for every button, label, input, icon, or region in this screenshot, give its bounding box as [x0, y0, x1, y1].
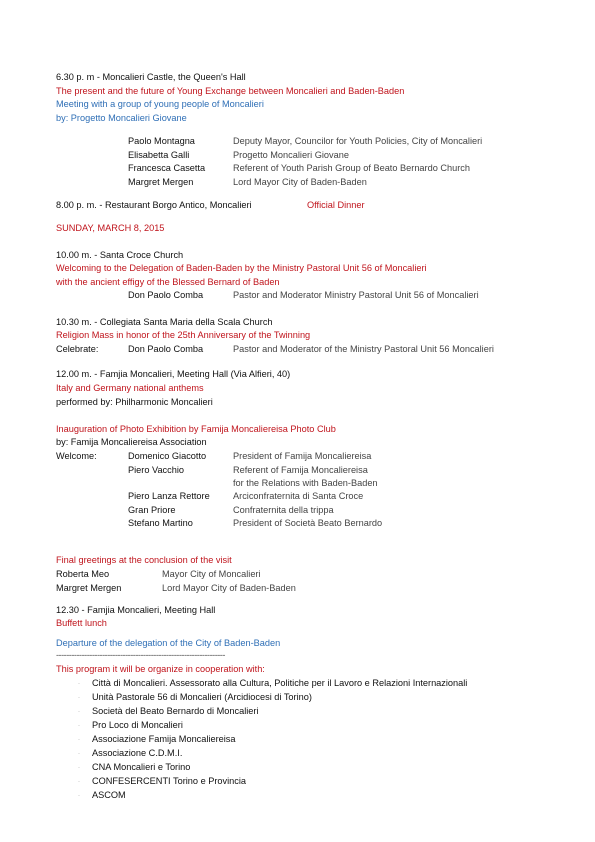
participant-role: Confraternita della trippa [233, 505, 334, 515]
participant-name: Margret Mergen [56, 583, 122, 593]
partner-item: ASCOM [92, 790, 126, 800]
event-title: Buffett lunch [56, 618, 107, 628]
participant-role: Pastor and Moderator Ministry Pastoral Unit 56 of Moncalieri [233, 290, 479, 300]
bullet-icon: · [78, 709, 80, 715]
partner-item: Società del Beato Bernardo di Moncalieri [92, 706, 259, 716]
partner-item: Unità Pastorale 56 di Moncalieri (Arcidiocesi di Torino) [92, 692, 312, 702]
participant-name: Roberta Meo [56, 569, 110, 579]
participant-name: Piero Vacchio [128, 465, 185, 475]
bullet-icon: · [78, 765, 80, 771]
partner-item: Pro Loco di Moncalieri [92, 720, 183, 730]
event-organizer: by: Progetto Moncalieri Giovane [56, 113, 187, 123]
participant-name: Don Paolo Comba [128, 290, 204, 300]
participant-name: Elisabetta Galli [128, 150, 190, 160]
participant-name: Margret Mergen [128, 177, 194, 187]
partner-item: Città di Moncalieri. Assessorato alla Cultura, Politiche per il Lavoro e Relazioni Internazionali [92, 678, 468, 688]
participant-role: Referent of Youth Parish Group of Beato Bernardo Church [233, 163, 470, 173]
cooperation-heading: This program it will be organize in cooperation with: [56, 664, 265, 674]
separator-dashes: ------------------------------------------------------------------ [56, 650, 225, 660]
participant-role: Mayor City of Moncalieri [162, 569, 261, 579]
welcome-label: Welcome: [56, 451, 97, 461]
participant-name: Piero Lanza Rettore [128, 491, 210, 501]
event-title: Welcoming to the Delegation of Baden-Baden by the Ministry Pastoral Unit 56 of Moncalieri [56, 263, 427, 273]
participant-role: for the Relations with Baden-Baden [233, 478, 378, 488]
celebrate-label: Celebrate: [56, 344, 99, 354]
event-time-heading: 12.00 m. - Famjia Moncalieri, Meeting Hall (Via Alfieri, 40) [56, 369, 291, 379]
participant-name: Gran Priore [128, 505, 176, 515]
event-title: Inauguration of Photo Exhibition by Famija Moncaliereisa Photo Club [56, 424, 336, 434]
bullet-icon: · [78, 793, 80, 799]
participant-role: President of Famija Moncaliereisa [233, 451, 372, 461]
participant-role: Progetto Moncalieri Giovane [233, 150, 349, 160]
event-time-heading: 10.00 m. - Santa Croce Church [56, 250, 184, 260]
event-time-heading: 8.00 p. m. - Restaurant Borgo Antico, Moncalieri [56, 200, 252, 210]
bullet-icon: · [78, 681, 80, 687]
bullet-icon: · [78, 737, 80, 743]
departure-line: Departure of the delegation of the City of Baden-Baden [56, 638, 281, 648]
participant-role: Deputy Mayor, Councilor for Youth Policies, City of Moncalieri [233, 136, 483, 146]
event-title: Final greetings at the conclusion of the visit [56, 555, 232, 565]
event-title: Italy and Germany national anthems [56, 383, 204, 393]
performer-line: performed by: Philharmonic Moncalieri [56, 397, 213, 407]
participant-role: President of Società Beato Bernardo [233, 518, 383, 528]
partner-item: Associazione C.D.M.I. [92, 748, 183, 758]
bullet-icon: · [78, 751, 80, 757]
participant-role: Arciconfraternita di Santa Croce [233, 491, 364, 501]
participant-name: Don Paolo Comba [128, 344, 204, 354]
partner-item: CONFESERCENTI Torino e Provincia [92, 776, 247, 786]
bullet-icon: · [78, 723, 80, 729]
event-title: The present and the future of Young Exchange between Moncalieri and Baden-Baden [56, 86, 405, 96]
partner-item: CNA Moncalieri e Torino [92, 762, 191, 772]
event-time-heading: 12.30 - Famjia Moncalieri, Meeting Hall [56, 605, 216, 615]
participant-role: Referent of Famija Moncaliereisa [233, 465, 368, 475]
day-heading: SUNDAY, MARCH 8, 2015 [56, 223, 165, 233]
participant-role: Lord Mayor City of Baden-Baden [162, 583, 296, 593]
event-subtitle: Meeting with a group of young people of Moncalieri [56, 99, 264, 109]
event-title: with the ancient effigy of the Blessed Bernard of Baden [56, 277, 280, 287]
participant-role: Pastor and Moderator of the Ministry Pastoral Unit 56 Moncalieri [233, 344, 494, 354]
participant-name: Domenico Giacotto [128, 451, 207, 461]
partner-item: Associazione Famija Moncaliereisa [92, 734, 236, 744]
bullet-icon: · [78, 779, 80, 785]
bullet-icon: · [78, 695, 80, 701]
participant-role: Lord Mayor City of Baden-Baden [233, 177, 367, 187]
event-time-heading: 10.30 m. - Collegiata Santa Maria della Scala Church [56, 317, 273, 327]
event-title: Official Dinner [307, 200, 365, 210]
participant-name: Francesca Casetta [128, 163, 206, 173]
event-time-heading: 6.30 p. m - Moncalieri Castle, the Queen's Hall [56, 72, 246, 82]
participant-name: Paolo Montagna [128, 136, 195, 146]
participant-name: Stefano Martino [128, 518, 193, 528]
event-organizer: by: Famija Moncaliereisa Association [56, 437, 207, 447]
event-title: Religion Mass in honor of the 25th Anniversary of the Twinning [56, 330, 311, 340]
